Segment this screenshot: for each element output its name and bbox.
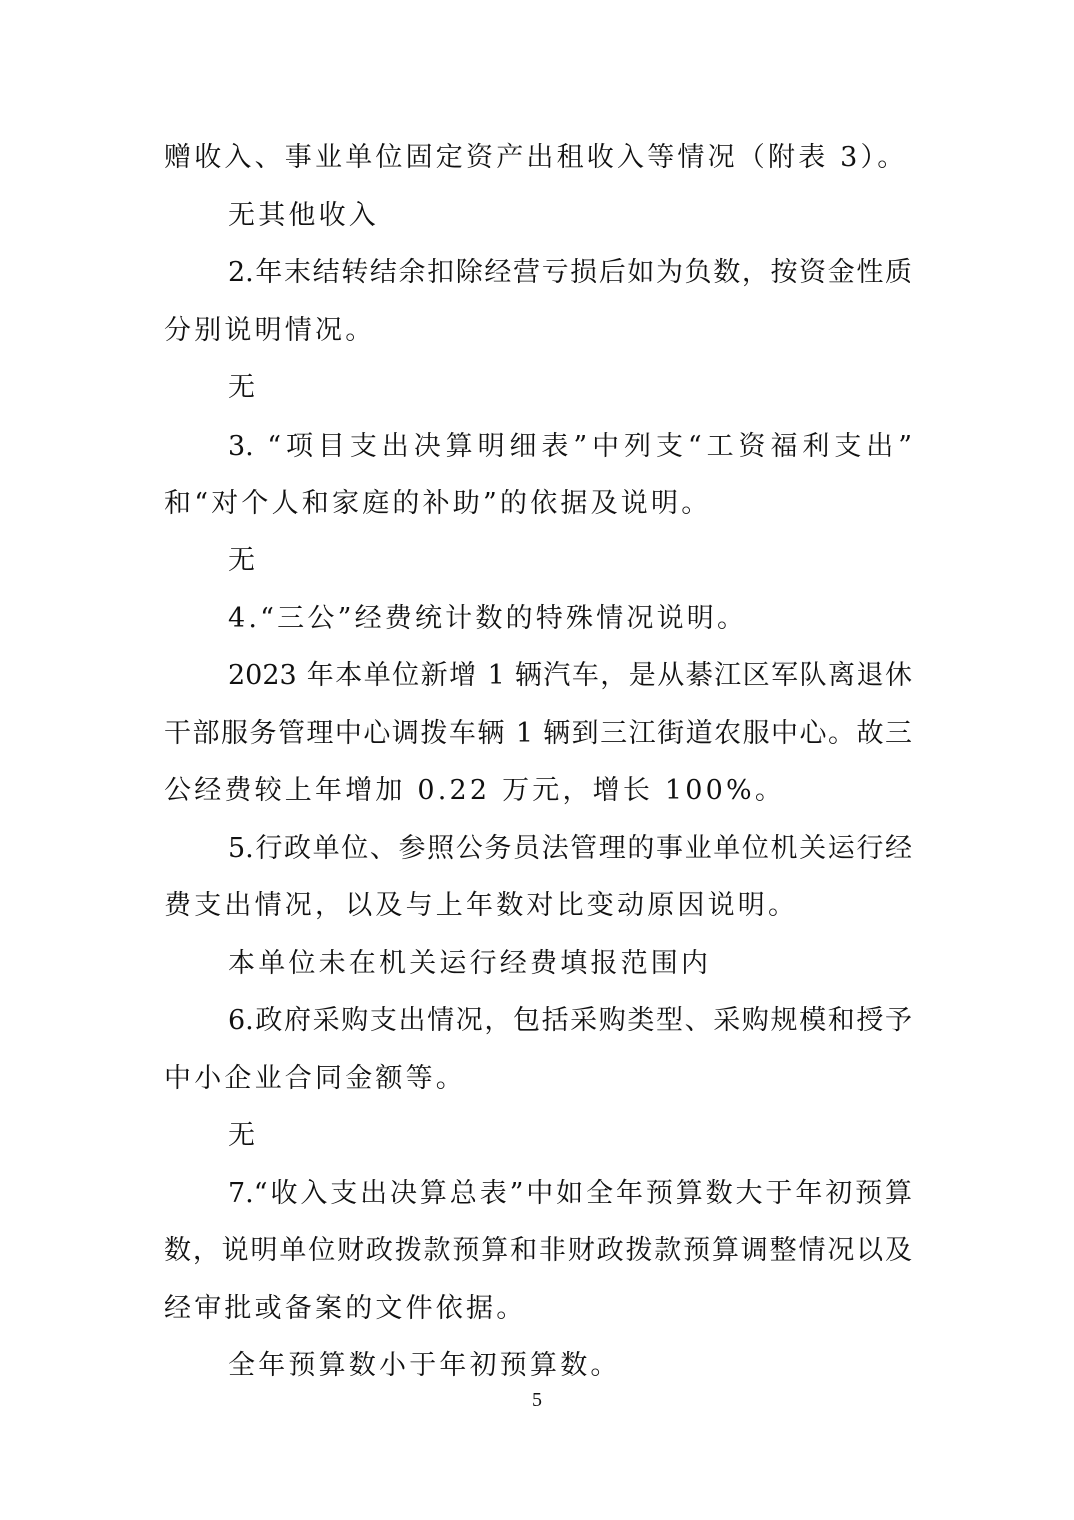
section-heading: 中小企业合同金额等。 [164, 1063, 466, 1094]
paragraph-line: 赠收入、事业单位固定资产出租收入等情况（附表 3）。 [164, 142, 908, 173]
section-heading: 6.政府采购支出情况，包括采购类型、采购规模和授予 [228, 1005, 912, 1036]
paragraph-line: 全年预算数小于年初预算数。 [228, 1350, 621, 1381]
section-heading: 经审批或备案的文件依据。 [164, 1293, 527, 1324]
paragraph-line: 无其他收入 [228, 200, 379, 231]
section-heading: 费支出情况，以及与上年数对比变动原因说明。 [164, 890, 799, 921]
paragraph-line: 干部服务管理中心调拨车辆 1 辆到三江街道农服中心。故三 [164, 718, 912, 749]
paragraph-line: 公经费较上年增加 0.22 万元，增长 100%。 [164, 775, 786, 806]
section-heading: 4.“三公”经费统计数的特殊情况说明。 [228, 603, 748, 634]
section-heading: 2.年末结转结余扣除经营亏损后如为负数，按资金性质 [228, 257, 912, 288]
section-heading: 分别说明情况。 [164, 315, 376, 346]
section-heading: 3. “项目支出决算明细表”中列支“工资福利支出” [228, 431, 912, 462]
paragraph-line: 无 [228, 1120, 259, 1151]
paragraph-line: 本单位未在机关运行经费填报范围内 [228, 948, 712, 979]
paragraph-line: 2023 年本单位新增 1 辆汽车，是从綦江区军队离退休 [228, 660, 912, 691]
section-heading: 和“对个人和家庭的补助”的依据及说明。 [164, 488, 712, 519]
section-heading: 7.“收入支出决算总表”中如全年预算数大于年初预算 [228, 1178, 912, 1209]
paragraph-line: 无 [228, 372, 259, 403]
section-heading: 5.行政单位、参照公务员法管理的事业单位机关运行经 [228, 833, 912, 864]
page-number: 5 [532, 1389, 542, 1411]
section-heading: 数，说明单位财政拨款预算和非财政拨款预算调整情况以及 [164, 1235, 912, 1266]
paragraph-line: 无 [228, 545, 259, 576]
